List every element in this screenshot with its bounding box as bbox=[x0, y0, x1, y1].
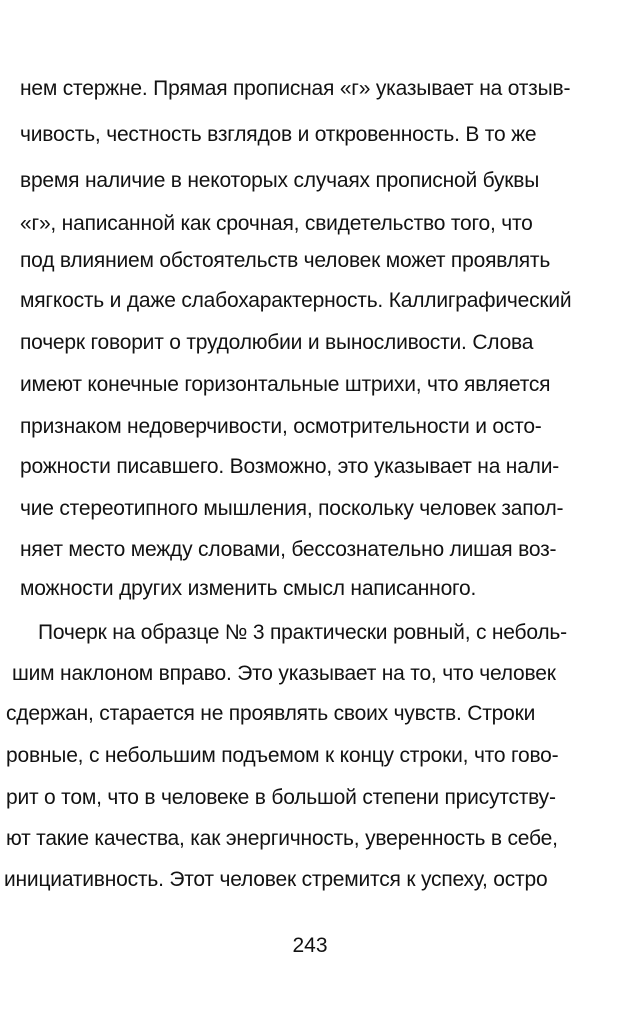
text-line: няет место между словами, бессознательно лишая воз- bbox=[20, 538, 557, 561]
text-line: инициативность. Этот человек стремится к успеху, остро bbox=[4, 868, 548, 891]
text-line: нем стержне. Прямая прописная «г» указывает на отзыв- bbox=[20, 77, 571, 100]
text-line: сдержан, старается не проявлять своих чувств. Строки bbox=[6, 702, 536, 725]
text-line: шим наклоном вправо. Это указывает на то, что человек bbox=[12, 662, 556, 685]
text-line: рит о том, что в человеке в большой степени присутству- bbox=[6, 786, 556, 809]
text-line: ровные, с небольшим подъемом к концу строки, что гово- bbox=[6, 744, 559, 767]
text-line: можности других изменить смысл написанного. bbox=[20, 577, 477, 600]
text-line: «г», написанной как срочная, свидетельство того, что bbox=[20, 212, 533, 235]
text-line: ют такие качества, как энергичность, уверенность в себе, bbox=[6, 827, 558, 850]
text-line: под влиянием обстоятельств человек может проявлять bbox=[20, 249, 551, 272]
text-line: имеют конечные горизонтальные штрихи, что является bbox=[20, 373, 551, 396]
text-line: почерк говорит о трудолюбии и выносливости. Слова bbox=[20, 331, 534, 354]
text-line: чивость, честность взглядов и откровенность. В то же bbox=[20, 123, 537, 146]
text-line: мягкость и даже слабохарактерность. Каллиграфический bbox=[20, 289, 572, 312]
text-line: Почерк на образце № 3 практически ровный, с неболь- bbox=[38, 621, 567, 644]
text-line: время наличие в некоторых случаях прописной буквы bbox=[20, 169, 540, 192]
text-line: чие стереотипного мышления, поскольку человек запол- bbox=[20, 497, 564, 520]
text-line: рожности писавшего. Возможно, это указывает на нали- bbox=[20, 455, 560, 478]
text-line: признаком недоверчивости, осмотрительности и осто- bbox=[20, 415, 542, 438]
page-number: 243 bbox=[292, 934, 328, 957]
